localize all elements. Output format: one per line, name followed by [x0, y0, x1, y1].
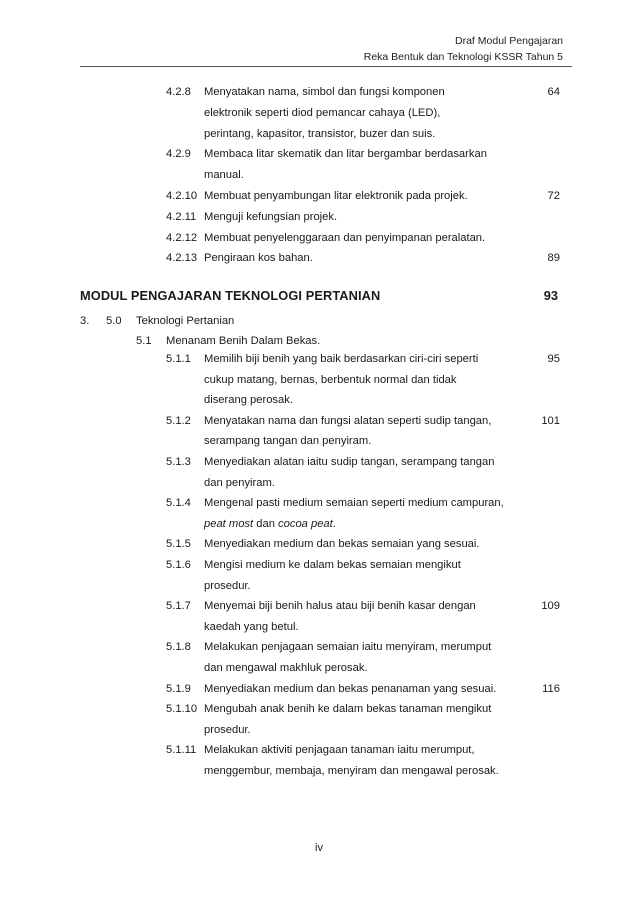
header-line-1: Draf Modul Pengajaran — [455, 35, 563, 47]
entry-page-number: 64 — [547, 86, 560, 98]
header-rule — [80, 66, 572, 67]
entry-page-number: 95 — [547, 353, 560, 365]
entry-text-line: elektronik seperti diod pemancar cahaya (LED), — [204, 106, 441, 119]
section-page-number: 93 — [543, 288, 558, 303]
entry-text-line: Membuat penyambungan litar elektronik pada projek. — [204, 190, 468, 202]
entry-text-line: Mengisi medium ke dalam bekas semaian mengikut — [204, 559, 461, 571]
section-title: MODUL PENGAJARAN TEKNOLOGI PERTANIAN — [80, 288, 381, 303]
entry-number: 5.1.5 — [166, 538, 191, 551]
chapter-sub-number: 5.0 — [106, 315, 122, 327]
entry-text-line: Menyediakan alatan iaitu sudip tangan, serampang tangan — [204, 456, 495, 468]
entry-text-line: Melakukan aktiviti penjagaan tanaman iaitu merumput, — [204, 744, 475, 757]
entry-text-line: Menguji kefungsian projek. — [204, 210, 338, 223]
entry-text-line: Menyediakan medium dan bekas semaian yang sesuai. — [204, 538, 480, 551]
entry-page-number: 109 — [541, 600, 560, 613]
entry-text-line: menggembur, membaja, menyiram dan mengawal perosak. — [204, 765, 499, 777]
header-line-2: Reka Bentuk dan Teknologi KSSR Tahun 5 — [363, 51, 563, 63]
entry-number: 5.1.2 — [166, 414, 191, 427]
entry-text-line — [204, 517, 336, 531]
entry-number: 4.2.10 — [166, 190, 198, 202]
subsection-label: Menanam Benih Dalam Bekas. — [166, 335, 321, 347]
entry-number: 5.1.9 — [166, 682, 191, 695]
entry-text-line: prosedur. — [204, 723, 251, 736]
entry-page-number: 101 — [541, 414, 560, 427]
entry-number: 5.1.3 — [166, 456, 191, 468]
chapter-number: 3. — [80, 315, 90, 327]
entry-text-line: Membaca litar skematik dan litar bergambar berdasarkan — [204, 148, 487, 161]
entry-text-line: Menyatakan nama dan fungsi alatan seperti sudip tangan, — [204, 414, 492, 427]
entry-number: 5.1.11 — [166, 744, 197, 757]
entry-number: 5.1.7 — [166, 600, 191, 613]
entry-page-number: 72 — [547, 190, 560, 202]
entry-text-line: Memilih biji benih yang baik berdasarkan ciri-ciri seperti — [204, 353, 479, 365]
entry-number: 4.2.9 — [166, 148, 191, 161]
entry-text-line: Membuat penyelenggaraan dan penyimpanan peralatan. — [204, 231, 486, 244]
entry-text-line: diserang perosak. — [204, 394, 293, 407]
entry-text-line: prosedur. — [204, 579, 251, 592]
entry-text-line: dan penyiram. — [204, 476, 275, 489]
entry-text-line: Menyediakan medium dan bekas penanaman yang sesuai. — [204, 682, 497, 695]
entry-text-line: manual. — [204, 169, 244, 182]
entry-text-line: kaedah yang betul. — [204, 620, 299, 633]
entry-number: 5.1.1 — [166, 353, 191, 365]
entry-number: 4.2.12 — [166, 231, 198, 244]
italic-term: peat most — [204, 517, 254, 530]
entry-text-line: serampang tangan dan penyiram. — [204, 435, 372, 448]
page-number-footer: iv — [315, 842, 323, 854]
entry-text-line: Pengiraan kos bahan. — [204, 252, 313, 265]
entry-text-line: Melakukan penjagaan semaian iaitu menyiram, merumput — [204, 641, 492, 654]
entry-text-line: perintang, kapasitor, transistor, buzer dan suis. — [204, 127, 436, 140]
subsection-number: 5.1 — [136, 335, 152, 347]
conjunction: dan — [253, 517, 279, 530]
entry-text-line: Mengenal pasti medium semaian seperti medium campuran, — [204, 497, 504, 510]
entry-text-line: Menyatakan nama, simbol dan fungsi komponen — [204, 86, 445, 98]
entry-number: 5.1.6 — [166, 559, 191, 571]
chapter-label: Teknologi Pertanian — [136, 315, 235, 327]
punctuation: . — [332, 517, 336, 530]
entry-number: 5.1.10 — [166, 703, 198, 716]
italic-term: cocoa peat — [278, 517, 333, 530]
entry-number: 5.1.8 — [166, 641, 191, 654]
entry-number: 4.2.11 — [166, 210, 197, 223]
entry-number: 5.1.4 — [166, 497, 191, 510]
entry-text-line: dan mengawal makhluk perosak. — [204, 662, 368, 674]
entry-page-number: 89 — [547, 252, 560, 265]
entry-text-line: cukup matang, bernas, berbentuk normal dan tidak — [204, 373, 457, 386]
entry-text-line: Mengubah anak benih ke dalam bekas tanaman mengikut — [204, 703, 492, 716]
entry-page-number: 116 — [542, 682, 560, 695]
entry-number: 4.2.13 — [166, 252, 198, 265]
entry-number: 4.2.8 — [166, 86, 191, 98]
entry-text-line: Menyemai biji benih halus atau biji benih kasar dengan — [204, 600, 476, 613]
